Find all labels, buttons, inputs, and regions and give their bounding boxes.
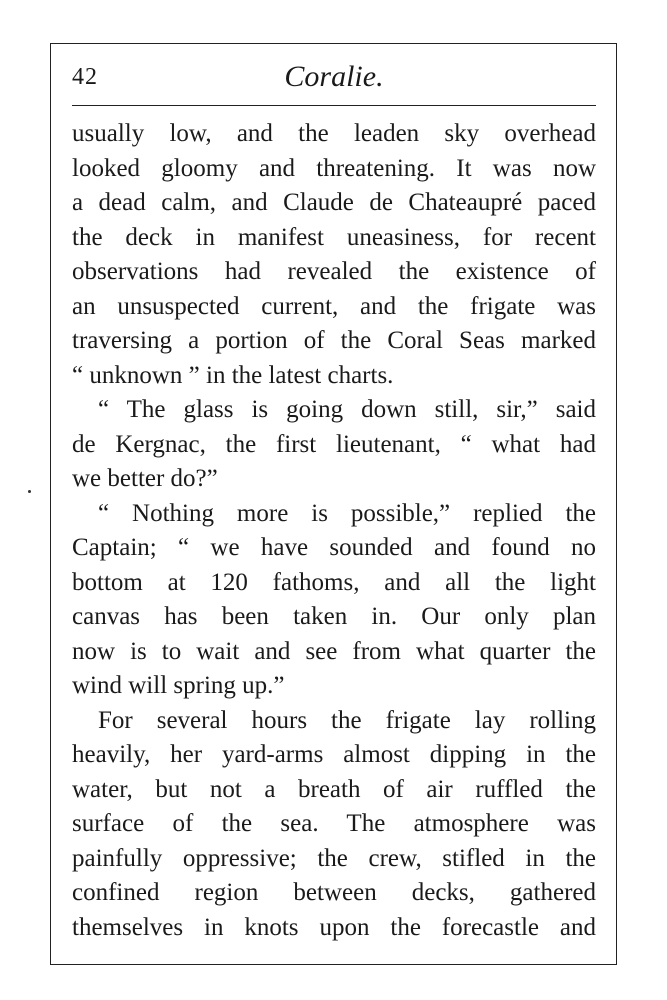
text-line: painfully oppressive; the crew, stifled in the xyxy=(72,844,596,872)
text-line: “ The glass is going down still, sir,” said xyxy=(98,396,596,423)
text-line: a dead calm, and Claude de Chateaupré paced xyxy=(72,189,596,216)
text-line: de Kergnac, the first lieutenant, “ what had xyxy=(72,430,596,458)
text-line: bottom at 120 fathoms, and all the light xyxy=(72,568,596,596)
text-line: usually low, and the leaden sky overhead xyxy=(72,120,596,147)
running-title: Coralie. xyxy=(284,60,384,93)
text-line: heavily, her yard-arms almost dipping in the xyxy=(72,741,596,768)
text-line: “ Nothing more is possible,” replied the xyxy=(98,499,596,527)
text-line: surface of the sea. The atmosphere was xyxy=(72,810,596,837)
text-line: canvas has been taken in. Our only plan xyxy=(72,603,596,630)
text-line: the deck in manifest uneasiness, for recent xyxy=(72,223,596,251)
body-text xyxy=(72,117,596,945)
text-line: confined region between decks, gathered xyxy=(72,879,596,906)
text-line: we better do?” xyxy=(72,465,218,492)
header-rule xyxy=(72,105,596,106)
text-line: “ unknown ” in the latest charts. xyxy=(72,361,394,389)
text-line: Captain; “ we have sounded and found no xyxy=(72,534,596,561)
text-line: looked gloomy and threatening. It was now xyxy=(72,154,596,182)
text-line: traversing a portion of the Coral Seas marked xyxy=(72,327,596,354)
page-number: 42 xyxy=(72,64,98,90)
stray-ink-dot xyxy=(28,490,31,493)
text-line: themselves in knots upon the forecastle and xyxy=(72,913,596,941)
text-line: observations had revealed the existence of xyxy=(72,258,596,285)
page-header xyxy=(72,58,596,98)
text-line: For several hours the frigate lay rolling xyxy=(98,706,596,734)
text-line: an unsuspected current, and the frigate was xyxy=(72,292,596,320)
text-line: now is to wait and see from what quarter the xyxy=(72,637,596,665)
text-line: water, but not a breath of air ruffled the xyxy=(72,775,596,803)
text-line: wind will spring up.” xyxy=(72,672,285,699)
